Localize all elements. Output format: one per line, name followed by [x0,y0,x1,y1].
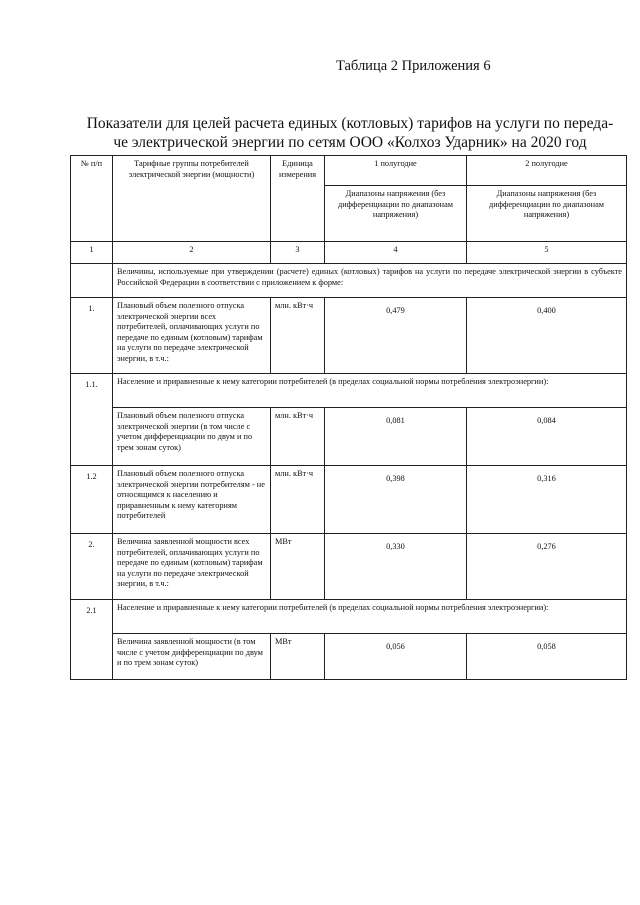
column-index: 5 [467,242,627,264]
column-index: 3 [271,242,325,264]
appendix-label: Таблица 2 Приложения 6 [336,58,491,74]
tariff-table [70,155,627,680]
value-half-2: 0,276 [467,534,627,600]
value-half-1: 0,330 [325,534,467,600]
header-num: № п/п [71,156,113,242]
table-row [71,466,627,534]
value-half-1: 0,479 [325,298,467,374]
table-row [71,534,627,600]
row-number: 2. [71,534,113,600]
row-unit: млн. кВт·ч [271,466,325,534]
value-half-1: 0,398 [325,466,467,534]
row-description: Плановый объем полезного отпуска электрической энергии всех потребителей, оплачивающих услуги по передаче по единым (котловым) тарифам на услуги по передаче электрической энергии, в т.ч.: [113,298,271,374]
row-unit: МВт [271,534,325,600]
row-number: 1.1. [71,374,113,466]
column-index: 2 [113,242,271,264]
column-index: 1 [71,242,113,264]
row-unit: млн. кВт·ч [271,298,325,374]
column-index: 4 [325,242,467,264]
value-half-2: 0,084 [467,408,627,466]
table-row [71,634,627,680]
title-line-2: че электрической энергии по сетям ООО «Колхоз Ударник» на 2020 год [113,134,587,151]
table-header-row [71,156,627,186]
row-unit: млн. кВт·ч [271,408,325,466]
page-title [80,114,620,152]
header-range-2: Диапазоны напряжения (без дифференциации по диапазонам напряжения) [467,186,627,242]
row-number: 1.2 [71,466,113,534]
value-half-2: 0,058 [467,634,627,680]
value-half-2: 0,316 [467,466,627,534]
row-description: Величина заявленной мощности (в том числе с учетом дифференциации по двум и по трем зонам суток) [113,634,271,680]
value-half-2: 0,400 [467,298,627,374]
section-intro: Величины, используемые при утверждении (расчете) единых (котловых) тарифов на услуги по передаче электрической энергии в субъекте Российской Федерации в соответствии с приложением к форме: [113,264,627,298]
table-row [71,408,627,466]
table-row [71,600,627,634]
row-unit: МВт [271,634,325,680]
row-group-text: Население и приравненные к нему категории потребителей (в пределах социальной нормы потребления электроэнергии): [113,600,627,634]
section-intro-row [71,264,627,298]
header-range-1: Диапазоны напряжения (без дифференциации по диапазонам напряжения) [325,186,467,242]
row-number: 2.1 [71,600,113,680]
row-description: Плановый объем полезного отпуска электрической энергии потребителям - не относящимся к населению и приравненным к нему категориям потребителей [113,466,271,534]
header-half-1: 1 полугодие [325,156,467,186]
table-row [71,374,627,408]
row-number: 1. [71,298,113,374]
row-description: Величина заявленной мощности всех потребителей, оплачивающих услуги по передаче по единым (котловым) тарифам на услуги по передаче электрической энергии, в т.ч.: [113,534,271,600]
row-description: Плановый объем полезного отпуска электрической энергии (в том числе с учетом дифференциации по двум и по трем зонам суток) [113,408,271,466]
table-row [71,298,627,374]
header-unit: Единица измерения [271,156,325,242]
row-group-text: Население и приравненные к нему категории потребителей (в пределах социальной нормы потребления электроэнергии): [113,374,627,408]
value-half-1: 0,056 [325,634,467,680]
title-line-1: Показатели для целей расчета единых (котловых) тарифов на услуги по переда- [86,115,614,132]
column-index-row [71,242,627,264]
header-groups: Тарифные группы потребителей электрической энергии (мощности) [113,156,271,242]
value-half-1: 0,081 [325,408,467,466]
header-half-2: 2 полугодие [467,156,627,186]
